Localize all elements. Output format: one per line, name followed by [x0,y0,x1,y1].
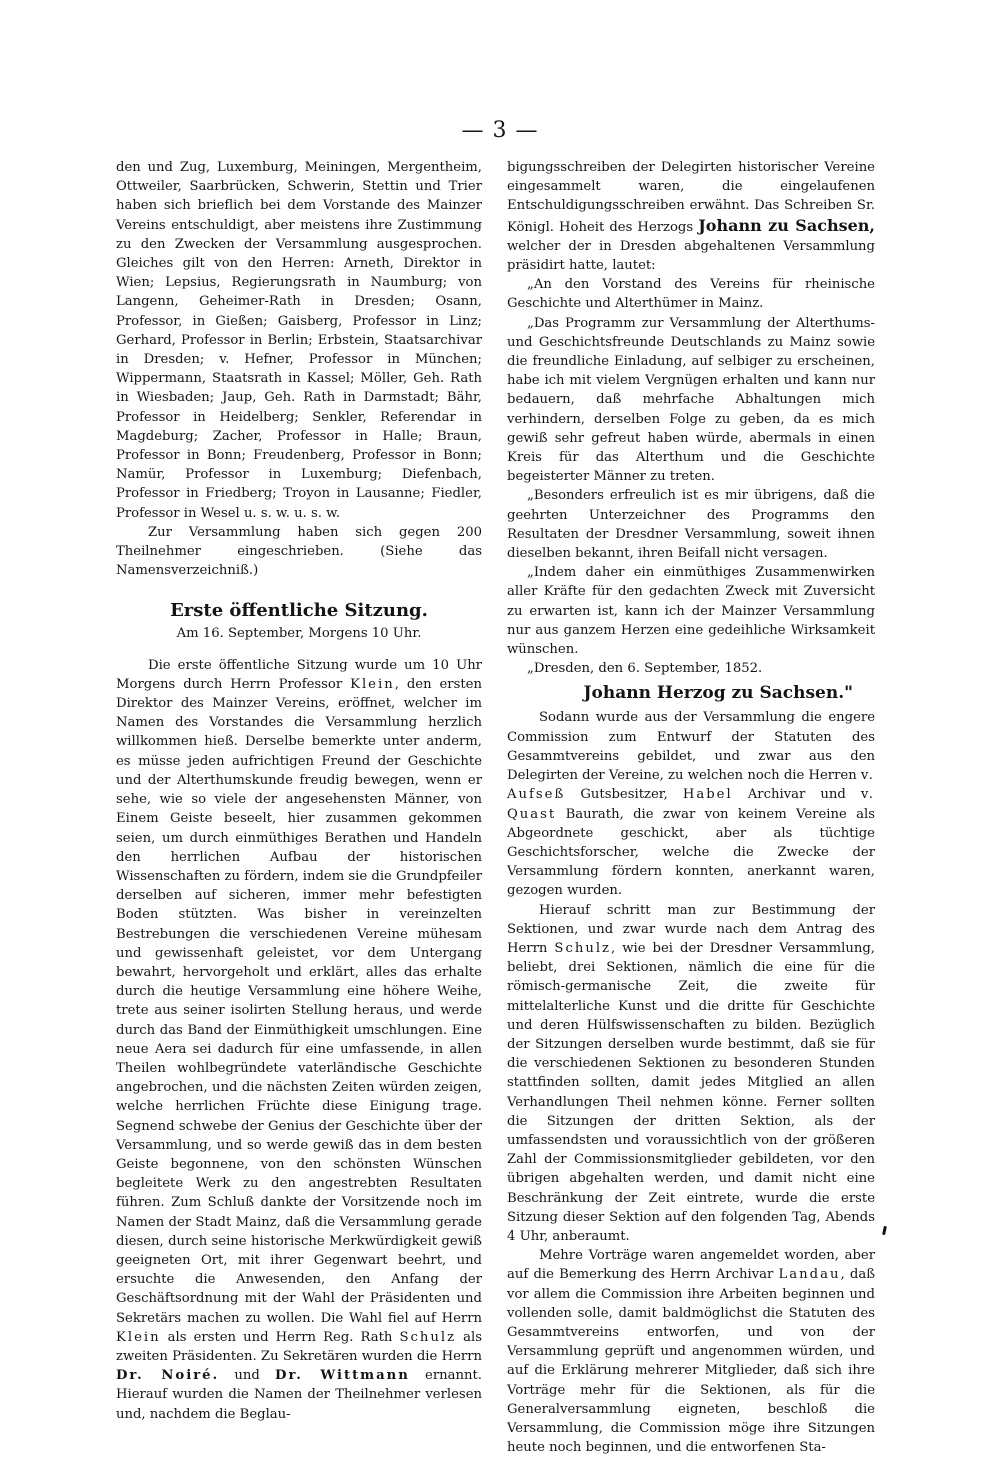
letter-address: „An den Vorstand des Vereins für rheinische Geschichte und Alterthümer in Mainz. [507,277,875,312]
text-run: bigungsschreiben der Delegirten historischer Vereine eingesammelt waren, die eingelaufenen Entschuldigungsschreiben erwähnt. Das Schreiben Sr. Königl. Hoheit des Herzogs [507,160,875,235]
section-subheading: Am 16. September, Morgens 10 Uhr. [176,626,422,642]
text-run: Mehre Vorträge waren angemeldet worden, aber auf die Bemerkung des Herrn Archivar [507,1248,875,1283]
paragraph-lectures [507,1246,875,1457]
spaced-name: Dr. Wittmann [275,1368,410,1384]
spaced-name: Schulz [399,1329,457,1345]
paragraph-letter-intro [507,158,875,275]
letter-paragraph: „Indem daher ein einmüthiges Zusammenwirken aller Kräfte für den gedachten Zweck mit Zuversicht zu erwarten ist, kann ich der Mainzer Versammlung nur aus ganzem Herzen eine gedeihliche Wirksamkeit wünschen. [507,565,875,658]
text-run: als ersten und Herrn Reg. Rath [160,1329,400,1345]
spaced-name: Dr. Noiré. [116,1368,220,1384]
letter-signature: Johann Herzog zu Sachsen." [583,683,853,704]
spaced-name: Schulz [554,940,611,956]
duke-name: Johann zu Sachsen, [698,215,875,235]
text-run: Sodann wurde aus der Versammlung die engere Commission zum Entwurf der Statuten des Gesammtvereins gebildet, und zwar aus den Delegirten der Vereine, zu welchen noch die Herren [507,710,875,784]
text-run: ernannt. Hierauf wurden die Namen der Theilnehmer verlesen und, nachdem die Beglau- [116,1368,482,1422]
text-run: Gutsbesitzer, [565,787,683,803]
spaced-name: Klein [116,1329,161,1345]
text-run: Baurath, die zwar von keinem Vereine als Abgeordnete geschickt, aber als tüchtige Geschichtsforscher, welche die Zwecke der Versammlung fördern konnten, anerkannt waren, gezogen wurden. [507,806,875,899]
letter-date: „Dresden, den 6. September, 1852. [527,661,763,677]
text-run: Archivar und [732,787,861,803]
text-run: Die erste öffentliche Sitzung wurde um 10 Uhr Morgens durch Herrn Professor [116,657,482,692]
text-run: welcher der in Dresden abgehaltenen Versammlung präsidirt hatte, lautet: [507,238,875,274]
text-run: , wie bei der Dresdner Versammlung, beliebt, drei Sektionen, nämlich die eine für die römisch-germanische Zeit, die zweite für mittelalterliche Kunst und die dritte für Geschichte und deren Hülfswissenschaften zu bilden. Bezüglich der Sitzungen derselben wurde bestimmt, daß sie für die verschiedenen Sektionen zu besonderen Stunden stattfinden sollten, damit jedes Mitglied an allen Verhandlungen Theil nehmen könne. Ferner sollten die Sitzungen der dritten Sektion, als der umfassendsten und voraussichtlich von der größeren Zahl der Commissionsmitglieder gebildeten, vor den übrigen abgehalten werden, und damit nicht eine Beschränkung der Zeit eintrete, wurde die erste Sitzung dieser Sektion auf den folgenden Tag, Abends 4 Uhr, anberaumt. [507,940,875,1244]
spaced-name: Klein [350,676,395,692]
right-column [507,158,875,1457]
print-speck [882,1226,887,1235]
spaced-name: Habel [682,787,733,803]
letter-paragraph: „Das Programm zur Versammlung der Alterthums- und Geschichtsfreunde Deutschlands zu Mainz sowie die freundliche Einladung, auf selbiger zu erscheinen, habe ich mit vielem Vergnügen erhalten und kann nur bedauern, daß mehrfache Abhaltungen mich verhindern, derselben Folge zu geben, da es mich gewiß sehr gefreut haben würde, abermals in einen Kreis für das Alterthum und die Geschichte begeisterter Männer zu treten. [507,315,875,485]
paragraph-registrations: Zur Versammlung haben sich gegen 200 Theilnehmer eingeschrieben. (Siehe das Namensverzeichniß.) [116,524,482,579]
spaced-name: v. Quast [507,787,875,822]
text-run: , den ersten Direktor des Mainzer Vereins, eröffnet, welcher im Namen des Vorstandes die Versammlung herzlich willkommen hieß. Derselbe bemerkte unter anderm, es müsse jeden aufrichtigen Freund der Geschichte und der Alterthumskunde freudig bewegen, wenn er sehe, wie so viele der angesehensten Männer, von Einem Geiste beseelt, hier zusammen gekommen seien, um durch einmüthiges Berathen und Handeln den herrlichen Aufbau der historischen Wissenschaften zu fördern, indem sie die Grundpfeiler derselben auf sicheren, immer mehr befestigten Boden stützten. Was bisher in vereinzelten Bestrebungen die verschiedenen Vereine mühesam und gewissenhaft geleistet, vor dem Untergang bewahrt, hervorgeholt und erklärt, alles das erhalte durch die heutige Versammlung eine höhere Weihe, trete aus seiner isolirten Stellung heraus, und werde durch das Band der Einmüthigkeit umschlungen. Eine neue Aera sei dadurch für eine umfassende, in allen Theilen wohlbegründete vaterländische Geschichte angebrochen, und die nächsten Zeiten würden zeigen, welche herrlichen Früchte diese Einigung trage. Segnend schwebe der Genius der Geschichte über der Versammlung, und so werde gewiß das in dem besten Geiste begonnene, von den schönsten Wünschen begleitete Werk zu den angestrebten Resultaten führen. Zum Schluß dankte der Vorsitzende noch im Namen der Stadt Mainz, daß die Versammlung gerade diesen, durch seine historische Merkwürdigkeit gewiß geeigneten Ort, mit ihrer Gegenwart beehrt, und ersuchte die Anwesenden, den Anfang der Geschäftsordnung mit der Wahl der Präsidenten und Sekretärs machen zu wollen. Die Wahl fiel auf Herrn [116,676,482,1326]
paragraph-first-session [116,656,482,1424]
left-column [116,158,482,1424]
text-run: Hierauf schritt man zur Bestimmung der Sektionen, und zwar wurde nach dem Antrag des Herrn [507,902,875,956]
text-run: und [219,1368,276,1384]
text-run: als zweiten Präsidenten. Zu Sekretären wurden die Herrn [116,1329,482,1364]
text-run: , daß vor allem die Commission ihre Arbeiten beginnen und vollenden solle, damit baldmöglichst die Statuten des Gesammtvereins entworfen, und von der Versammlung geprüft und angenommen würden, und auf die Erklärung mehrerer Mitglieder, daß sich ihre Vorträge mehr für die Sektionen, als für die Generalversammlung eigneten, beschloß die Versammlung, die Commission möge ihre Sitzungen heute noch beginnen, und die entworfenen Sta- [507,1267,875,1456]
paragraph-commission [507,708,875,900]
section-heading: Erste öffentliche Sitzung. [170,600,428,622]
paragraph-excused-list: den und Zug, Luxemburg, Meiningen, Mergentheim, Ottweiler, Saarbrücken, Schwerin, Stettin und Trier haben sich brieflich bei dem Vorstande des Mainzer Vereins entschuldigt, aber meistens ihre Zustimmung zu den Zwecken der Versammlung ausgesprochen. Gleiches gilt von den Herren: Arneth, Direktor in Wien; Lepsius, Regierungsrath in Naumburg; von Langenn, Geheimer-Rath in Dresden; Osann, Professor, in Gießen; Gaisberg, Professor in Linz; Gerhard, Professor in Berlin; Erbstein, Staatsarchivar in Dresden; v. Hefner, Professor in München; Wippermann, Staatsrath in Kassel; Möller, Geh. Rath in Wiesbaden; Jaup, Geh. Rath in Darmstadt; Bähr, Professor in Heidelberg; Senkler, Referendar in Magdeburg; Zacher, Professor in Halle; Braun, Professor in Bonn; Freudenberg, Professor in Bonn; Namür, Professor in Luxemburg; Diefenbach, Professor in Friedberg; Troyon in Lausanne; Fiedler, Professor in Wesel u. s. w. u. s. w. [116,160,482,521]
spaced-name: v. Aufseß [507,768,875,803]
page-number: — 3 — [461,118,539,143]
letter-paragraph: „Besonders erfreulich ist es mir übrigens, daß die geehrten Unterzeichner des Programms den Resultaten der Dresdner Versammlung, soweit ihnen dieselben bekannt, ihren Beifall nicht versagen. [507,488,875,562]
spaced-name: Landau [778,1267,841,1283]
paragraph-sections [507,901,875,1247]
